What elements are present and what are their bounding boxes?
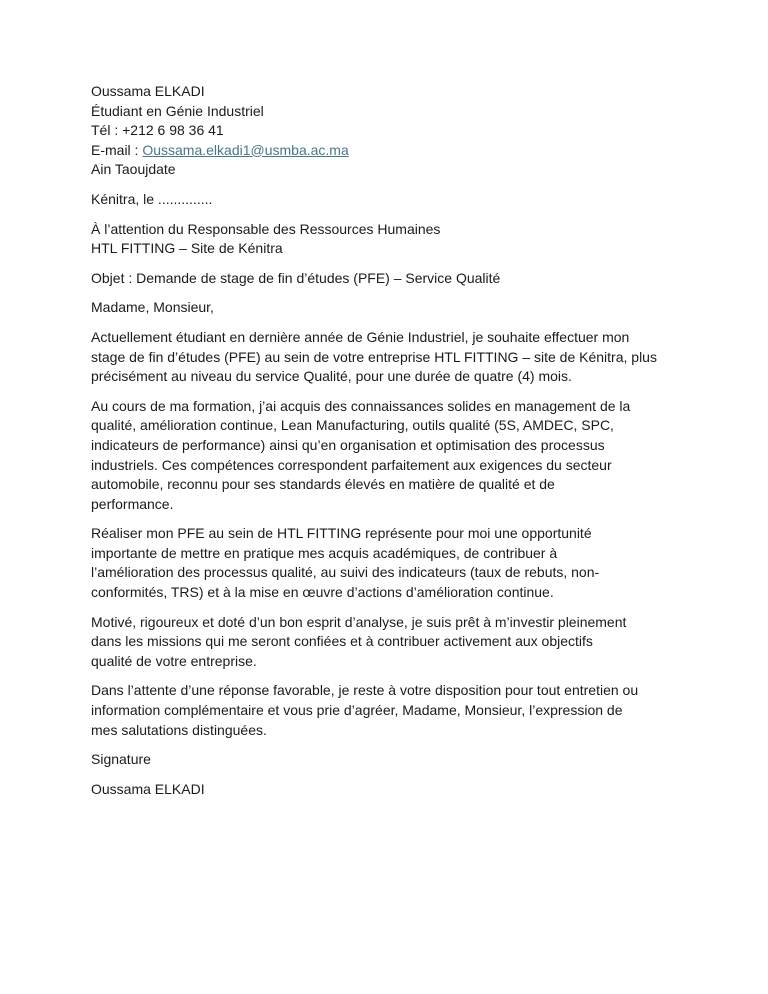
body-paragraphs xyxy=(91,328,711,740)
paragraph-line: stage de fin d’études (PFE) au sein de votre entreprise HTL FITTING – site de Kénitra, plus xyxy=(91,348,657,365)
letter-page xyxy=(91,82,711,809)
signature-block xyxy=(91,750,711,770)
subject-line: Objet : Demande de stage de fin d’études (PFE) – Service Qualité xyxy=(91,269,501,286)
salutation-block xyxy=(91,298,711,318)
paragraph-line: automobile, reconnu pour ses standards élevés en matière de qualité et de xyxy=(91,476,555,493)
recipient-line-1: À l’attention du Responsable des Ressources Humaines xyxy=(91,220,441,237)
paragraph-line: Réaliser mon PFE au sein de HTL FITTING représente pour moi une opportunité xyxy=(91,525,592,542)
salutation: Madame, Monsieur, xyxy=(91,299,214,316)
paragraph-line: Motivé, rigoureux et doté d’un bon esprit d’analyse, je suis prêt à m’investir pleinement xyxy=(91,613,627,630)
sender-title: Étudiant en Génie Industriel xyxy=(91,102,264,119)
sender-email-line xyxy=(91,141,711,161)
date-block xyxy=(91,190,711,210)
paragraph-line: performance. xyxy=(91,495,174,512)
paragraph-line: l’amélioration des processus qualité, au suivi des indicateurs (taux de rebuts, non- xyxy=(91,564,600,581)
signature-name: Oussama ELKADI xyxy=(91,780,205,797)
subject-block xyxy=(91,269,711,289)
paragraph-line: qualité de votre entreprise. xyxy=(91,652,257,669)
paragraph-line: dans les missions qui me seront confiées et à contribuer activement aux objectifs xyxy=(91,633,593,650)
signature-label: Signature xyxy=(91,751,151,768)
paragraph-line: Au cours de ma formation, j’ai acquis des connaissances solides en management de la xyxy=(91,397,631,414)
email-label: E-mail : xyxy=(91,141,143,158)
body-paragraph xyxy=(91,397,711,515)
sender-city: Ain Taoujdate xyxy=(91,161,176,178)
paragraph-line: importante de mettre en pratique mes acquis académiques, de contribuer à xyxy=(91,544,558,561)
paragraph-line: qualité, amélioration continue, Lean Manufacturing, outils qualité (5S, AMDEC, SPC, xyxy=(91,417,614,434)
paragraph-line: précisément au niveau du service Qualité, pour une durée de quatre (4) mois. xyxy=(91,368,572,385)
body-paragraph xyxy=(91,328,711,387)
paragraph-line: Dans l’attente d’une réponse favorable, je reste à votre disposition pour tout entretien ou xyxy=(91,682,639,699)
sender-name: Oussama ELKADI xyxy=(91,83,205,99)
date-line: Kénitra, le .............. xyxy=(91,190,213,207)
body-paragraph xyxy=(91,681,711,740)
signature-name-block xyxy=(91,780,711,800)
body-paragraph xyxy=(91,613,711,672)
paragraph-line: information complémentaire et vous prie d’agréer, Madame, Monsieur, l’expression de xyxy=(91,702,623,719)
paragraph-line: Actuellement étudiant en dernière année de Génie Industriel, je souhaite effectuer mon xyxy=(91,328,630,345)
paragraph-line: industriels. Ces compétences correspondent parfaitement aux exigences du secteur xyxy=(91,456,612,473)
body-paragraph xyxy=(91,524,711,602)
sender-block xyxy=(91,82,711,180)
paragraph-line: conformités, TRS) et à la mise en œuvre d’actions d’amélioration continue. xyxy=(91,584,554,601)
sender-phone: Tél : +212 6 98 36 41 xyxy=(91,122,224,139)
recipient-block xyxy=(91,220,711,259)
paragraph-line: mes salutations distinguées. xyxy=(91,721,267,738)
email-link[interactable]: Oussama.elkadi1@usmba.ac.ma xyxy=(142,141,349,158)
paragraph-line: indicateurs de performance) ainsi qu’en organisation et optimisation des processus xyxy=(91,436,605,453)
recipient-line-2: HTL FITTING – Site de Kénitra xyxy=(91,240,283,257)
